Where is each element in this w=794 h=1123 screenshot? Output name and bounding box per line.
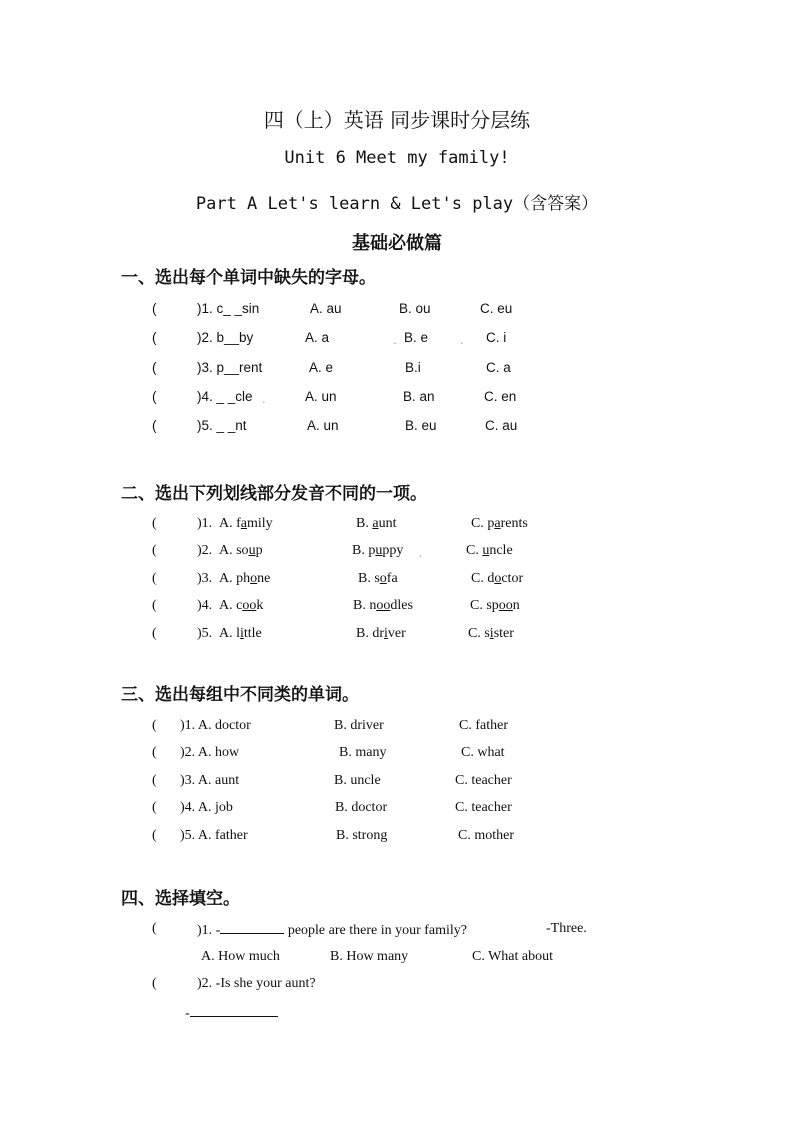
answer-paren: (	[152, 516, 157, 531]
option-c: C. teacher	[455, 773, 512, 788]
option-c: C. en	[484, 389, 517, 404]
option-c: C. parents	[471, 516, 528, 531]
fill-blank	[190, 1004, 278, 1017]
underlined-letters: u	[248, 543, 256, 558]
s1-question-5	[0, 418, 794, 440]
s2-question-3	[0, 571, 794, 593]
option-c: C. doctor	[471, 571, 524, 586]
section-3-heading: 三、选出每组中不同类的单词。	[121, 685, 359, 705]
level-title: 基础必做篇	[352, 233, 442, 254]
option-b: B. strong	[336, 828, 388, 843]
option-c: C. uncle	[466, 543, 513, 558]
option-b: B. ou	[399, 301, 431, 316]
option-b: B.i	[405, 360, 421, 375]
s4-question-2	[0, 976, 794, 998]
underlined-letters: o	[379, 571, 387, 586]
answer-paren: (	[152, 598, 157, 613]
s1-question-1	[0, 301, 794, 323]
option-c: C. au	[485, 418, 518, 433]
stray-dot: .	[393, 332, 397, 347]
underlined-letters: o	[250, 571, 258, 586]
stray-dot: .	[419, 545, 423, 560]
s1-question-3	[0, 360, 794, 382]
question-stem: )3. p__rent	[197, 360, 263, 375]
option-a: A. au	[310, 301, 342, 316]
underlined-letters: u	[482, 543, 490, 558]
option-c: C. teacher	[455, 800, 512, 815]
underlined-letters: oo	[376, 598, 391, 613]
question-number: )4.	[197, 598, 213, 613]
s1-question-2	[0, 330, 794, 352]
option-a: A. e	[309, 360, 334, 375]
option-b: B. eu	[405, 418, 437, 433]
underlined-letters: i	[489, 626, 494, 641]
question-number: )3.	[197, 571, 213, 586]
s2-question-2	[0, 543, 794, 565]
option-c: C. what	[461, 745, 505, 760]
option-b: B. uncle	[334, 773, 381, 788]
underlined-letters: a	[240, 516, 247, 531]
answer-paren: (	[152, 976, 157, 991]
option-a: A. How much	[201, 949, 280, 964]
s1-question-4	[0, 389, 794, 411]
option-b: B. driver	[356, 626, 406, 641]
option-b: B. driver	[334, 718, 384, 733]
section-1-heading: 一、选出每个单词中缺失的字母。	[121, 268, 376, 288]
s4-question-1-options	[0, 949, 794, 971]
fill-blank	[220, 921, 284, 934]
answer-paren: (	[152, 418, 157, 433]
underlined-letters: a	[494, 516, 501, 531]
answer-paren: (	[152, 800, 157, 815]
s2-question-4	[0, 598, 794, 620]
question-stem: )5. _ _nt	[197, 418, 247, 433]
s4-question-1	[0, 921, 794, 943]
option-b: B. How many	[330, 949, 409, 964]
s4-question-2-answer-line	[0, 1004, 794, 1026]
option-b: B. sofa	[358, 571, 398, 586]
answer-paren: (	[152, 360, 157, 375]
option-b: B. aunt	[356, 516, 397, 531]
s2-question-1	[0, 516, 794, 538]
option-b: B. noodles	[353, 598, 413, 613]
option-c: C. sister	[468, 626, 514, 641]
question-stem: )2. -Is she your aunt?	[197, 976, 316, 991]
stray-dot: .	[460, 332, 464, 347]
s3-question-2	[0, 745, 794, 767]
question-number: )5.	[197, 626, 213, 641]
answer-paren: (	[152, 330, 157, 345]
unit-title: Unit 6 Meet my family!	[284, 148, 510, 168]
question-stem: )3. A. aunt	[180, 773, 240, 788]
answer-paren: (	[152, 921, 157, 936]
option-c: C. father	[459, 718, 508, 733]
option-a: A. a	[305, 330, 330, 345]
answer-paren: (	[152, 718, 157, 733]
option-c: C. mother	[458, 828, 514, 843]
option-a: A. little	[219, 626, 262, 641]
underlined-letters: oo	[242, 598, 257, 613]
underlined-letters: i	[384, 626, 388, 641]
underlined-letters: o	[494, 571, 502, 586]
underlined-letters: a	[372, 516, 379, 531]
option-b: B. e	[404, 330, 429, 345]
s3-question-5	[0, 828, 794, 850]
question-stem: )2. b__by	[197, 330, 254, 345]
option-a: A. un	[305, 389, 337, 404]
question-number: )2.	[197, 543, 213, 558]
answer-text: -Three.	[546, 921, 587, 936]
option-c: C. eu	[480, 301, 513, 316]
question-stem: )1. c_ _sin	[197, 301, 260, 316]
option-b: B. puppy	[352, 543, 404, 558]
section-4-heading: 四、选择填空。	[121, 889, 240, 909]
question-stem: )2. A. how	[180, 745, 240, 760]
underlined-letters: oo	[498, 598, 513, 613]
s2-question-5	[0, 626, 794, 648]
s3-question-4	[0, 800, 794, 822]
stray-dot: .	[262, 391, 266, 406]
option-a: A. soup	[219, 543, 263, 558]
question-stem: )4. A. job	[180, 800, 233, 815]
answer-line: -	[185, 1004, 278, 1022]
question-stem: )1. - people are there in your family?	[197, 923, 468, 938]
s3-question-3	[0, 773, 794, 795]
answer-paren: (	[152, 543, 157, 558]
answer-paren: (	[152, 301, 157, 316]
question-number: )1.	[197, 516, 213, 531]
option-c: C. spoon	[470, 598, 520, 613]
part-title: Part A Let's learn & Let's play（含答案）	[195, 194, 599, 214]
question-stem: )5. A. father	[180, 828, 248, 843]
underlined-letters: u	[375, 543, 383, 558]
section-2-heading: 二、选出下列划线部分发音不同的一项。	[121, 484, 427, 504]
question-stem: )4. _ _cle	[197, 389, 253, 404]
option-a: A. phone	[219, 571, 271, 586]
question-stem: )1. A. doctor	[180, 718, 251, 733]
option-b: B. many	[339, 745, 387, 760]
answer-paren: (	[152, 571, 157, 586]
option-a: A. un	[307, 418, 339, 433]
option-c: C. What about	[472, 949, 554, 964]
option-a: A. family	[219, 516, 273, 531]
option-c: C. a	[486, 360, 511, 375]
worksheet-title: 四（上）英语 同步课时分层练	[263, 108, 531, 132]
answer-paren: (	[152, 626, 157, 641]
option-b: B. doctor	[335, 800, 388, 815]
s3-question-1	[0, 718, 794, 740]
answer-paren: (	[152, 389, 157, 404]
answer-paren: (	[152, 828, 157, 843]
answer-paren: (	[152, 745, 157, 760]
option-a: A. cook	[219, 598, 264, 613]
answer-paren: (	[152, 773, 157, 788]
option-b: B. an	[403, 389, 435, 404]
option-c: C. i	[486, 330, 507, 345]
underlined-letters: i	[240, 626, 244, 641]
